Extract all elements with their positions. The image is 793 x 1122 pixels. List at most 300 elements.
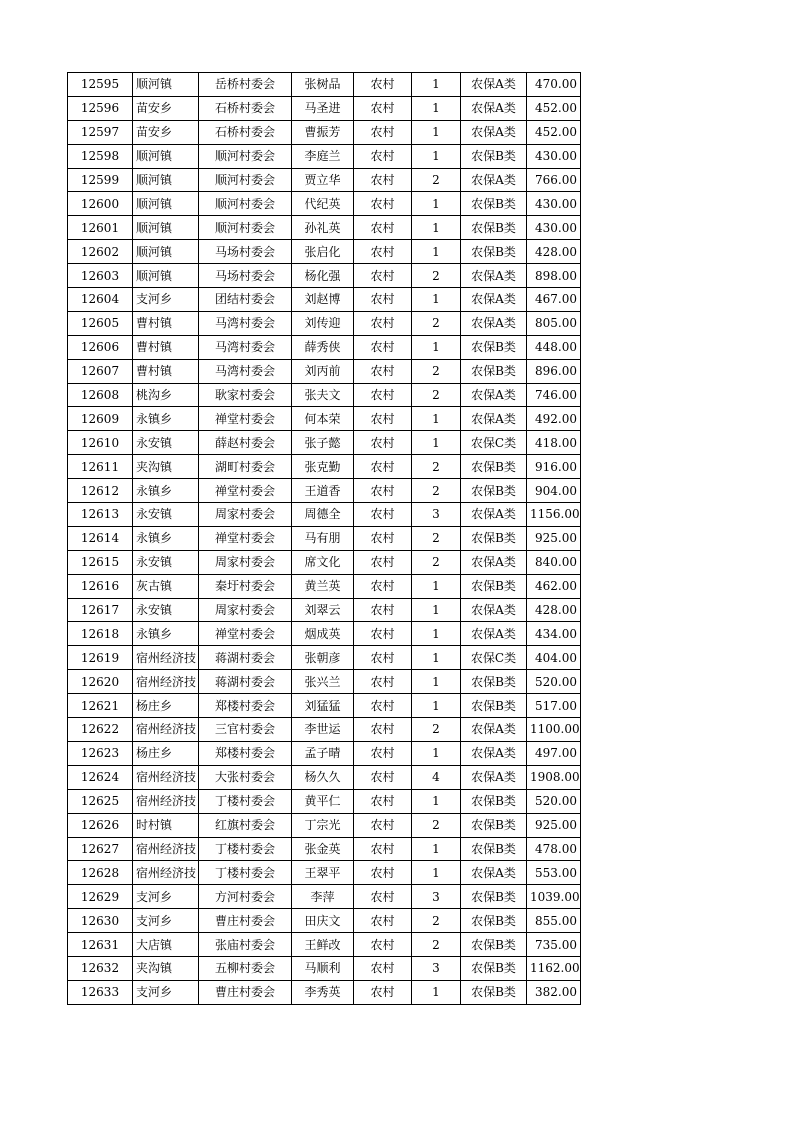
township-cell: 顺河镇 [133,73,199,97]
township-cell: 永安镇 [133,550,199,574]
member-count-cell: 1 [412,837,461,861]
category-cell: 农保B类 [461,885,527,909]
person-name-cell: 黄兰英 [292,574,354,598]
category-cell: 农保B类 [461,956,527,980]
household-type-cell: 农村 [354,168,412,192]
village-committee-cell: 五柳村委会 [199,956,292,980]
village-committee-cell: 湖町村委会 [199,455,292,479]
township-cell: 支河乡 [133,909,199,933]
record-id-cell: 12628 [68,861,133,885]
village-committee-cell: 禅堂村委会 [199,526,292,550]
amount-cell: 492.00 [527,407,581,431]
township-cell: 永镇乡 [133,407,199,431]
member-count-cell: 1 [412,288,461,312]
table-row [68,718,581,742]
category-cell: 农保A类 [461,598,527,622]
township-cell: 顺河镇 [133,144,199,168]
village-committee-cell: 禅堂村委会 [199,407,292,431]
category-cell: 农保A类 [461,120,527,144]
ledger-table [67,72,581,1005]
person-name-cell: 孙礼英 [292,216,354,240]
record-id-cell: 12618 [68,622,133,646]
table-row [68,383,581,407]
record-id-cell: 12623 [68,741,133,765]
amount-cell: 904.00 [527,479,581,503]
table-row [68,861,581,885]
ledger-body [68,73,581,1005]
village-committee-cell: 马场村委会 [199,240,292,264]
household-type-cell: 农村 [354,120,412,144]
category-cell: 农保A类 [461,622,527,646]
table-row [68,240,581,264]
amount-cell: 916.00 [527,455,581,479]
amount-cell: 404.00 [527,646,581,670]
person-name-cell: 张金英 [292,837,354,861]
person-name-cell: 刘翠云 [292,598,354,622]
category-cell: 农保A类 [461,550,527,574]
person-name-cell: 烟成英 [292,622,354,646]
category-cell: 农保B类 [461,455,527,479]
table-row [68,120,581,144]
member-count-cell: 1 [412,741,461,765]
record-id-cell: 12609 [68,407,133,431]
village-committee-cell: 大张村委会 [199,765,292,789]
record-id-cell: 12606 [68,335,133,359]
township-cell: 宿州经济技 [133,861,199,885]
category-cell: 农保A类 [461,741,527,765]
household-type-cell: 农村 [354,479,412,503]
member-count-cell: 2 [412,909,461,933]
amount-cell: 382.00 [527,980,581,1004]
household-type-cell: 农村 [354,598,412,622]
township-cell: 永镇乡 [133,479,199,503]
township-cell: 曹村镇 [133,335,199,359]
township-cell: 大店镇 [133,933,199,957]
person-name-cell: 李秀英 [292,980,354,1004]
person-name-cell: 张兴兰 [292,670,354,694]
village-committee-cell: 秦圩村委会 [199,574,292,598]
table-row [68,144,581,168]
township-cell: 灰古镇 [133,574,199,598]
table-row [68,192,581,216]
amount-cell: 452.00 [527,96,581,120]
table-row [68,311,581,335]
person-name-cell: 田庆文 [292,909,354,933]
category-cell: 农保B类 [461,980,527,1004]
person-name-cell: 王道香 [292,479,354,503]
household-type-cell: 农村 [354,73,412,97]
person-name-cell: 刘丙前 [292,359,354,383]
category-cell: 农保A类 [461,861,527,885]
record-id-cell: 12624 [68,765,133,789]
household-type-cell: 农村 [354,574,412,598]
table-row [68,694,581,718]
member-count-cell: 2 [412,526,461,550]
table-row [68,741,581,765]
table-row [68,479,581,503]
member-count-cell: 1 [412,622,461,646]
village-committee-cell: 周家村委会 [199,503,292,527]
category-cell: 农保B类 [461,694,527,718]
table-row [68,789,581,813]
category-cell: 农保A类 [461,311,527,335]
amount-cell: 1156.00 [527,503,581,527]
township-cell: 顺河镇 [133,168,199,192]
member-count-cell: 1 [412,120,461,144]
township-cell: 宿州经济技 [133,670,199,694]
village-committee-cell: 顺河村委会 [199,192,292,216]
person-name-cell: 张子懿 [292,431,354,455]
record-id-cell: 12626 [68,813,133,837]
person-name-cell: 席文化 [292,550,354,574]
record-id-cell: 12627 [68,837,133,861]
member-count-cell: 4 [412,765,461,789]
amount-cell: 467.00 [527,288,581,312]
household-type-cell: 农村 [354,431,412,455]
household-type-cell: 农村 [354,192,412,216]
record-id-cell: 12605 [68,311,133,335]
category-cell: 农保A类 [461,503,527,527]
record-id-cell: 12633 [68,980,133,1004]
category-cell: 农保B类 [461,240,527,264]
household-type-cell: 农村 [354,622,412,646]
township-cell: 永镇乡 [133,622,199,646]
record-id-cell: 12598 [68,144,133,168]
table-row [68,503,581,527]
member-count-cell: 1 [412,694,461,718]
household-type-cell: 农村 [354,670,412,694]
township-cell: 支河乡 [133,980,199,1004]
person-name-cell: 王翠平 [292,861,354,885]
village-committee-cell: 蒋湖村委会 [199,670,292,694]
table-row [68,909,581,933]
household-type-cell: 农村 [354,455,412,479]
village-committee-cell: 周家村委会 [199,550,292,574]
village-committee-cell: 顺河村委会 [199,168,292,192]
household-type-cell: 农村 [354,741,412,765]
table-row [68,670,581,694]
person-name-cell: 马有朋 [292,526,354,550]
category-cell: 农保A类 [461,96,527,120]
member-count-cell: 1 [412,240,461,264]
village-committee-cell: 马场村委会 [199,264,292,288]
township-cell: 夹沟镇 [133,455,199,479]
table-row [68,933,581,957]
household-type-cell: 农村 [354,335,412,359]
township-cell: 支河乡 [133,885,199,909]
amount-cell: 735.00 [527,933,581,957]
record-id-cell: 12619 [68,646,133,670]
member-count-cell: 1 [412,96,461,120]
record-id-cell: 12607 [68,359,133,383]
category-cell: 农保A类 [461,383,527,407]
member-count-cell: 2 [412,550,461,574]
table-row [68,837,581,861]
village-committee-cell: 马湾村委会 [199,359,292,383]
record-id-cell: 12595 [68,73,133,97]
member-count-cell: 1 [412,980,461,1004]
township-cell: 曹村镇 [133,359,199,383]
amount-cell: 517.00 [527,694,581,718]
household-type-cell: 农村 [354,861,412,885]
amount-cell: 925.00 [527,813,581,837]
person-name-cell: 马圣进 [292,96,354,120]
village-committee-cell: 三官村委会 [199,718,292,742]
member-count-cell: 2 [412,359,461,383]
category-cell: 农保B类 [461,909,527,933]
amount-cell: 418.00 [527,431,581,455]
record-id-cell: 12631 [68,933,133,957]
household-type-cell: 农村 [354,956,412,980]
amount-cell: 428.00 [527,240,581,264]
record-id-cell: 12612 [68,479,133,503]
table-row [68,407,581,431]
table-row [68,455,581,479]
village-committee-cell: 顺河村委会 [199,144,292,168]
table-row [68,646,581,670]
household-type-cell: 农村 [354,383,412,407]
township-cell: 永安镇 [133,503,199,527]
table-row [68,264,581,288]
category-cell: 农保B类 [461,479,527,503]
table-row [68,885,581,909]
record-id-cell: 12614 [68,526,133,550]
village-committee-cell: 蒋湖村委会 [199,646,292,670]
household-type-cell: 农村 [354,240,412,264]
amount-cell: 497.00 [527,741,581,765]
amount-cell: 520.00 [527,670,581,694]
village-committee-cell: 团结村委会 [199,288,292,312]
household-type-cell: 农村 [354,933,412,957]
amount-cell: 1162.00 [527,956,581,980]
township-cell: 宿州经济技 [133,789,199,813]
table-row [68,598,581,622]
household-type-cell: 农村 [354,311,412,335]
household-type-cell: 农村 [354,837,412,861]
person-name-cell: 刘传迎 [292,311,354,335]
amount-cell: 428.00 [527,598,581,622]
member-count-cell: 2 [412,479,461,503]
table-row [68,359,581,383]
household-type-cell: 农村 [354,407,412,431]
amount-cell: 925.00 [527,526,581,550]
member-count-cell: 1 [412,407,461,431]
person-name-cell: 贾立华 [292,168,354,192]
household-type-cell: 农村 [354,359,412,383]
member-count-cell: 1 [412,144,461,168]
member-count-cell: 1 [412,216,461,240]
township-cell: 支河乡 [133,288,199,312]
person-name-cell: 孟子晴 [292,741,354,765]
household-type-cell: 农村 [354,96,412,120]
member-count-cell: 1 [412,73,461,97]
township-cell: 永镇乡 [133,526,199,550]
record-id-cell: 12632 [68,956,133,980]
record-id-cell: 12615 [68,550,133,574]
person-name-cell: 薛秀侠 [292,335,354,359]
village-committee-cell: 红旗村委会 [199,813,292,837]
household-type-cell: 农村 [354,526,412,550]
table-row [68,813,581,837]
table-row [68,574,581,598]
person-name-cell: 杨化强 [292,264,354,288]
category-cell: 农保B类 [461,789,527,813]
person-name-cell: 张夫文 [292,383,354,407]
table-row [68,96,581,120]
person-name-cell: 周德全 [292,503,354,527]
record-id-cell: 12622 [68,718,133,742]
amount-cell: 805.00 [527,311,581,335]
category-cell: 农保B类 [461,216,527,240]
village-committee-cell: 禅堂村委会 [199,479,292,503]
amount-cell: 462.00 [527,574,581,598]
member-count-cell: 1 [412,574,461,598]
household-type-cell: 农村 [354,144,412,168]
table-row [68,288,581,312]
record-id-cell: 12604 [68,288,133,312]
village-committee-cell: 石桥村委会 [199,120,292,144]
amount-cell: 430.00 [527,192,581,216]
person-name-cell: 李庭兰 [292,144,354,168]
household-type-cell: 农村 [354,885,412,909]
table-row [68,168,581,192]
township-cell: 杨庄乡 [133,741,199,765]
record-id-cell: 12600 [68,192,133,216]
table-row [68,550,581,574]
township-cell: 夹沟镇 [133,956,199,980]
household-type-cell: 农村 [354,694,412,718]
category-cell: 农保A类 [461,718,527,742]
member-count-cell: 1 [412,431,461,455]
table-row [68,526,581,550]
village-committee-cell: 顺河村委会 [199,216,292,240]
household-type-cell: 农村 [354,909,412,933]
record-id-cell: 12610 [68,431,133,455]
township-cell: 宿州经济技 [133,646,199,670]
record-id-cell: 12621 [68,694,133,718]
record-id-cell: 12611 [68,455,133,479]
person-name-cell: 何本荣 [292,407,354,431]
township-cell: 曹村镇 [133,311,199,335]
category-cell: 农保A类 [461,288,527,312]
person-name-cell: 刘猛猛 [292,694,354,718]
township-cell: 永安镇 [133,598,199,622]
township-cell: 宿州经济技 [133,718,199,742]
amount-cell: 1100.00 [527,718,581,742]
record-id-cell: 12629 [68,885,133,909]
amount-cell: 898.00 [527,264,581,288]
record-id-cell: 12608 [68,383,133,407]
township-cell: 时村镇 [133,813,199,837]
member-count-cell: 1 [412,789,461,813]
amount-cell: 452.00 [527,120,581,144]
village-committee-cell: 石桥村委会 [199,96,292,120]
village-committee-cell: 郑楼村委会 [199,694,292,718]
household-type-cell: 农村 [354,264,412,288]
amount-cell: 553.00 [527,861,581,885]
village-committee-cell: 周家村委会 [199,598,292,622]
table-row [68,216,581,240]
table-row [68,622,581,646]
township-cell: 杨庄乡 [133,694,199,718]
member-count-cell: 2 [412,813,461,837]
village-committee-cell: 郑楼村委会 [199,741,292,765]
person-name-cell: 张树品 [292,73,354,97]
amount-cell: 1039.00 [527,885,581,909]
member-count-cell: 1 [412,670,461,694]
person-name-cell: 丁宗光 [292,813,354,837]
amount-cell: 448.00 [527,335,581,359]
category-cell: 农保A类 [461,765,527,789]
member-count-cell: 3 [412,956,461,980]
amount-cell: 855.00 [527,909,581,933]
person-name-cell: 刘赵博 [292,288,354,312]
village-committee-cell: 曹庄村委会 [199,909,292,933]
household-type-cell: 农村 [354,765,412,789]
member-count-cell: 2 [412,718,461,742]
member-count-cell: 2 [412,933,461,957]
person-name-cell: 曹振芳 [292,120,354,144]
amount-cell: 840.00 [527,550,581,574]
record-id-cell: 12599 [68,168,133,192]
township-cell: 桃沟乡 [133,383,199,407]
table-row [68,765,581,789]
person-name-cell: 代纪英 [292,192,354,216]
township-cell: 顺河镇 [133,264,199,288]
member-count-cell: 1 [412,335,461,359]
table-row [68,431,581,455]
member-count-cell: 1 [412,646,461,670]
category-cell: 农保B类 [461,526,527,550]
member-count-cell: 3 [412,503,461,527]
member-count-cell: 2 [412,455,461,479]
record-id-cell: 12601 [68,216,133,240]
village-committee-cell: 丁楼村委会 [199,837,292,861]
person-name-cell: 马顺利 [292,956,354,980]
household-type-cell: 农村 [354,216,412,240]
record-id-cell: 12613 [68,503,133,527]
table-row [68,956,581,980]
household-type-cell: 农村 [354,550,412,574]
amount-cell: 746.00 [527,383,581,407]
amount-cell: 766.00 [527,168,581,192]
member-count-cell: 3 [412,885,461,909]
category-cell: 农保A类 [461,73,527,97]
amount-cell: 478.00 [527,837,581,861]
amount-cell: 430.00 [527,216,581,240]
category-cell: 农保A类 [461,168,527,192]
village-committee-cell: 方河村委会 [199,885,292,909]
household-type-cell: 农村 [354,980,412,1004]
person-name-cell: 王鲜改 [292,933,354,957]
member-count-cell: 1 [412,861,461,885]
person-name-cell: 李萍 [292,885,354,909]
township-cell: 宿州经济技 [133,837,199,861]
record-id-cell: 12616 [68,574,133,598]
person-name-cell: 张启化 [292,240,354,264]
township-cell: 顺河镇 [133,216,199,240]
category-cell: 农保B类 [461,670,527,694]
village-committee-cell: 丁楼村委会 [199,789,292,813]
amount-cell: 520.00 [527,789,581,813]
household-type-cell: 农村 [354,288,412,312]
person-name-cell: 黄平仁 [292,789,354,813]
table-row [68,335,581,359]
member-count-cell: 2 [412,264,461,288]
record-id-cell: 12625 [68,789,133,813]
member-count-cell: 1 [412,598,461,622]
category-cell: 农保B类 [461,813,527,837]
